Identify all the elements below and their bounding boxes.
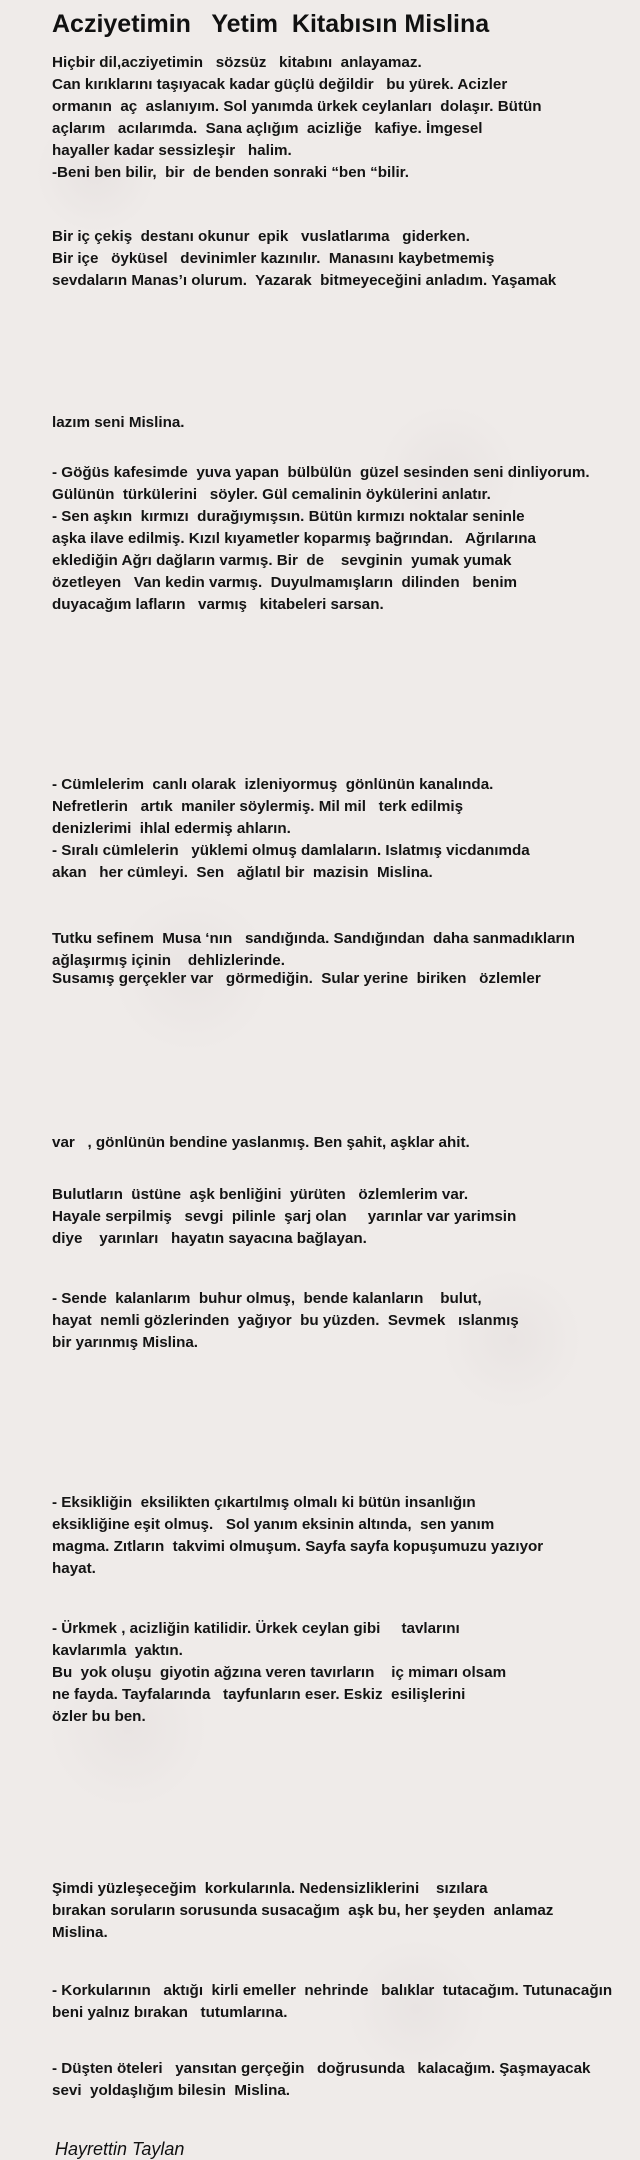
paragraph bbox=[52, 226, 637, 292]
paragraph bbox=[52, 1618, 637, 1728]
paragraph-line: diye yarınları hayatın sayacına bağlayan. bbox=[52, 1230, 367, 1247]
paragraph-line: sevi yoldaşlığım bilesin Mislina. bbox=[52, 2082, 291, 2099]
paragraph-line: beni yalnız bırakan tutumlarına. bbox=[52, 2004, 288, 2021]
paragraph bbox=[52, 774, 637, 884]
paragraph-line: ne fayda. Tayfalarında tayfunların eser. Eskiz esilişlerini bbox=[52, 1686, 466, 1703]
paragraph bbox=[52, 928, 637, 972]
paragraph-line: hayat. bbox=[52, 1560, 96, 1577]
paragraph-line: - Eksikliğin eksilikten çıkartılmış olmalı ki bütün insanlığın bbox=[52, 1494, 476, 1511]
paragraph-line: Bu yok oluşu giyotin ağzına veren tavırların iç mimarı olsam bbox=[52, 1664, 507, 1681]
paragraph-line: açlarım acılarımda. Sana açlığım acizliğe kafiye. İmgesel bbox=[52, 120, 483, 137]
paragraph-line: - Cümlelerim canlı olarak izleniyormuş gönlünün kanalında. bbox=[52, 776, 494, 793]
paragraph-line: hayat nemli gözlerinden yağıyor bu yüzden. Sevmek ıslanmış bbox=[52, 1312, 519, 1329]
paragraph-line: - Ürkmek , acizliğin katilidir. Ürkek ceylan gibi tavlarını bbox=[52, 1620, 460, 1637]
paragraph-line: sevdaların Manas’ı olurum. Yazarak bitmeyeceğini anladım. Yaşamak bbox=[52, 272, 557, 289]
paragraph-line: lazım seni Mislina. bbox=[52, 414, 185, 431]
paragraph-line: ağlaşırmış içinin dehlizlerinde. bbox=[52, 952, 285, 969]
paragraph-line: - Sen aşkın kırmızı durağıymışsın. Bütün kırmızı noktalar seninle bbox=[52, 508, 525, 525]
paragraph bbox=[52, 462, 637, 616]
paragraph-line: - Sıralı cümlelerin yüklemi olmuş damlaların. Islatmış vicdanımda bbox=[52, 842, 530, 859]
paragraph bbox=[52, 1492, 637, 1580]
paragraph-line: - Korkularının aktığı kirli emeller nehrinde balıklar tutacağım. Tutunacağın bbox=[52, 1982, 613, 1999]
paragraph-line: duyacağım lafların varmış kitabeleri sarsan. bbox=[52, 596, 384, 613]
page-title: Acziyetimin Yetim Kitabısın Mislina bbox=[52, 10, 490, 38]
paragraph-line: bir yarınmış Mislina. bbox=[52, 1334, 199, 1351]
paragraph-line: Hiçbir dil,acziyetimin sözsüz kitabını anlayamaz. bbox=[52, 54, 422, 71]
paragraph-line: kavlarımla yaktın. bbox=[52, 1642, 183, 1659]
paragraph bbox=[52, 1132, 637, 1154]
paragraph-line: Bir iç çekiş destanı okunur epik vuslatlarıma giderken. bbox=[52, 228, 470, 245]
paragraph-line: - Göğüs kafesimde yuva yapan bülbülün güzel sesinden seni dinliyorum. bbox=[52, 464, 590, 481]
paragraph-line: - Sende kalanlarım buhur olmuş, bende kalanların bulut, bbox=[52, 1290, 482, 1307]
paragraph bbox=[52, 1878, 637, 1944]
paragraph-line: Mislina. bbox=[52, 1924, 108, 1941]
paragraph-line: -Beni ben bilir, bir de benden sonraki “ben “bilir. bbox=[52, 164, 409, 181]
paragraph-line: ormanın aç aslanıyım. Sol yanımda ürkek ceylanları dolaşır. Bütün bbox=[52, 98, 542, 115]
paragraph bbox=[52, 1980, 637, 2024]
paragraph-line: Susamış gerçekler var görmediğin. Sular yerine biriken özlemler bbox=[52, 970, 541, 987]
paragraph-line: - Düşten öteleri yansıtan gerçeğin doğrusunda kalacağım. Şaşmayacak bbox=[52, 2060, 591, 2077]
paragraph-line: eksikliğine eşit olmuş. Sol yanım eksinin altında, sen yanım bbox=[52, 1516, 495, 1533]
paragraph-line: özler bu ben. bbox=[52, 1708, 146, 1725]
paragraph-line: akan her cümleyi. Sen ağlatıl bir mazisin Mislina. bbox=[52, 864, 433, 881]
paragraph bbox=[52, 2058, 637, 2102]
paragraph-line: denizlerimi ihlal edermiş ahların. bbox=[52, 820, 291, 837]
paragraph-line: aşka ilave edilmiş. Kızıl kıyametler koparmış bağrından. Ağrılarına bbox=[52, 530, 536, 547]
paragraph-line: Nefretlerin artık maniler söylermiş. Mil mil terk edilmiş bbox=[52, 798, 464, 815]
paragraph bbox=[52, 52, 637, 184]
paragraph bbox=[52, 1184, 637, 1250]
paragraph bbox=[52, 412, 637, 434]
paragraph-line: hayaller kadar sessizleşir halim. bbox=[52, 142, 292, 159]
paragraph-line: Bir içe öyküsel devinimler kazınılır. Manasını kaybetmemiş bbox=[52, 250, 495, 267]
paragraph-line: Şimdi yüzleşeceğim korkularınla. Nedensizliklerini sızılara bbox=[52, 1880, 488, 1897]
paragraph-line: Can kırıklarını taşıyacak kadar güçlü değildir bu yürek. Acizler bbox=[52, 76, 508, 93]
paragraph-line: var , gönlünün bendine yaslanmış. Ben şahit, aşklar ahit. bbox=[52, 1134, 470, 1151]
paragraph-line: Hayale serpilmiş sevgi pilinle şarj olan yarınlar var yarimsin bbox=[52, 1208, 517, 1225]
paragraph bbox=[52, 968, 637, 990]
paragraph-line: bırakan soruların sorusunda susacağım aşk bu, her şeyden anlamaz bbox=[52, 1902, 554, 1919]
paragraph-line: özetleyen Van kedin varmış. Duyulmamışların dilinden benim bbox=[52, 574, 518, 591]
author-signature: Hayrettin Taylan bbox=[55, 2139, 185, 2159]
paragraph-line: eklediğin Ağrı dağların varmış. Bir de sevginin yumak yumak bbox=[52, 552, 512, 569]
paragraph-line: Bulutların üstüne aşk benliğini yürüten özlemlerim var. bbox=[52, 1186, 469, 1203]
paragraph bbox=[52, 1288, 637, 1354]
paragraph-line: Tutku sefinem Musa ‘nın sandığında. Sandığından daha sanmadıkların bbox=[52, 930, 575, 947]
paragraph-line: Gülünün türkülerini söyler. Gül cemalinin öykülerini anlatır. bbox=[52, 486, 491, 503]
paragraph-line: magma. Zıtların takvimi olmuşum. Sayfa sayfa kopuşumuzu yazıyor bbox=[52, 1538, 544, 1555]
